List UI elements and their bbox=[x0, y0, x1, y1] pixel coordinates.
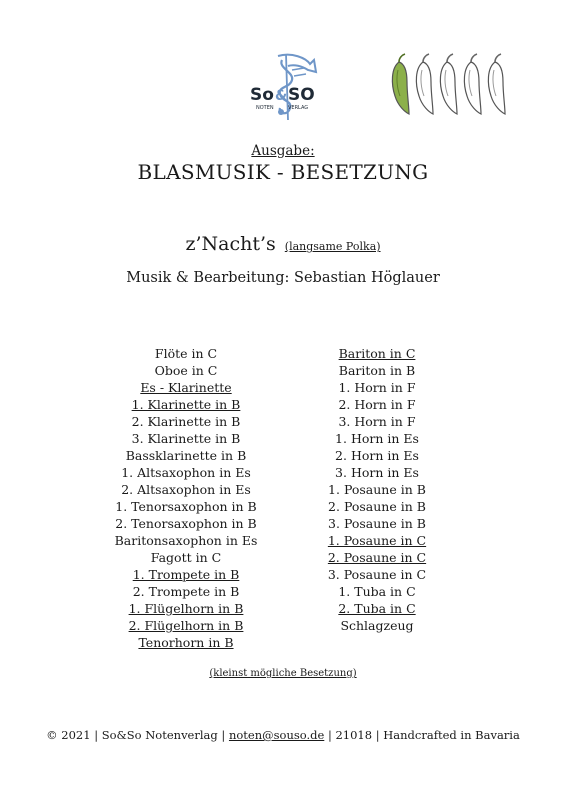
logo-tagline-right: VERLAG bbox=[288, 105, 309, 111]
instrument-item: 1. Posaune in B bbox=[328, 482, 426, 497]
footer bbox=[0, 728, 566, 742]
instrument-list-left bbox=[86, 345, 286, 651]
instrument-item: 3. Klarinette in B bbox=[131, 431, 241, 446]
difficulty-peppers bbox=[385, 52, 513, 116]
pepper-icon bbox=[464, 54, 481, 114]
instrument-item: 1. Altsaxophon in Es bbox=[121, 465, 251, 480]
pepper-icon bbox=[392, 54, 409, 114]
logo-text-right: SO bbox=[288, 85, 315, 105]
song-title: z’Nacht’s bbox=[185, 233, 276, 255]
instrument-item: 3. Horn in F bbox=[338, 414, 416, 429]
instrument-item: Flöte in C bbox=[154, 346, 218, 361]
instrument-item: 2. Flügelhorn in B bbox=[128, 618, 244, 633]
edition-label: Ausgabe: bbox=[251, 143, 315, 159]
edition-title: BLASMUSIK - BESETZUNG bbox=[137, 160, 429, 184]
instrument-item: Baritonsaxophon in Es bbox=[114, 533, 258, 548]
instrument-item: 2. Tenorsaxophon in B bbox=[115, 516, 257, 531]
instrument-item: 1. Tuba in C bbox=[338, 584, 416, 599]
footer-email-link[interactable]: noten@souso.de bbox=[228, 728, 325, 742]
pepper-icon bbox=[416, 54, 433, 114]
instrument-item: Tenorhorn in B bbox=[138, 635, 234, 650]
logo-tagline-left: NOTEN bbox=[256, 105, 274, 111]
instrument-item: Bariton in B bbox=[338, 363, 416, 378]
song-subtitle: (langsame Polka) bbox=[284, 240, 381, 253]
trumpet-clef-logo-icon bbox=[248, 50, 318, 122]
instrument-item: Bassklarinette in B bbox=[125, 448, 247, 463]
instrument-item: Schlagzeug bbox=[340, 618, 414, 633]
logo-text-amp: & bbox=[275, 88, 288, 104]
instrument-item: 1. Flügelhorn in B bbox=[128, 601, 244, 616]
instrument-item: 2. Posaune in B bbox=[328, 499, 426, 514]
difficulty-rating bbox=[385, 52, 513, 116]
instrument-list-right bbox=[277, 345, 477, 634]
instrument-item: Es - Klarinette bbox=[140, 380, 232, 395]
song-heading bbox=[0, 233, 566, 255]
instrument-item: Bariton in C bbox=[338, 346, 416, 361]
composer-credit: Musik & Bearbeitung: Sebastian Höglauer bbox=[126, 270, 440, 286]
footer-suffix: | 21018 | Handcrafted in Bavaria bbox=[324, 728, 520, 742]
instrument-item: Oboe in C bbox=[154, 363, 218, 378]
instrument-item: 1. Tenorsaxophon in B bbox=[115, 499, 257, 514]
instrument-item: 2. Posaune in C bbox=[327, 550, 427, 565]
instrument-item: 2. Klarinette in B bbox=[131, 414, 241, 429]
instrument-item: Fagott in C bbox=[150, 550, 222, 565]
instrument-item: 2. Trompete in B bbox=[132, 584, 240, 599]
instrument-item: 2. Horn in F bbox=[338, 397, 416, 412]
logo-text-left: So bbox=[250, 85, 274, 105]
instrument-item: 2. Tuba in C bbox=[338, 601, 416, 616]
instrument-item: 3. Horn in Es bbox=[335, 465, 419, 480]
pepper-icon bbox=[488, 54, 505, 114]
instrument-item: 1. Posaune in C bbox=[327, 533, 427, 548]
instrument-item: 1. Horn in Es bbox=[335, 431, 419, 446]
minimal-scoring-note: (kleinst mögliche Besetzung) bbox=[209, 668, 357, 679]
instrument-item: 3. Posaune in B bbox=[328, 516, 426, 531]
instrument-item: 2. Altsaxophon in Es bbox=[121, 482, 251, 497]
instrument-item: 1. Trompete in B bbox=[132, 567, 240, 582]
instrument-item: 1. Horn in F bbox=[338, 380, 416, 395]
instrument-item: 1. Klarinette in B bbox=[131, 397, 241, 412]
instrument-item: 2. Horn in Es bbox=[335, 448, 419, 463]
footer-prefix: © 2021 | So&So Notenverlag | bbox=[46, 728, 229, 742]
pepper-icon bbox=[440, 54, 457, 114]
publisher-logo bbox=[248, 50, 318, 122]
instrument-item: 3. Posaune in C bbox=[327, 567, 427, 582]
